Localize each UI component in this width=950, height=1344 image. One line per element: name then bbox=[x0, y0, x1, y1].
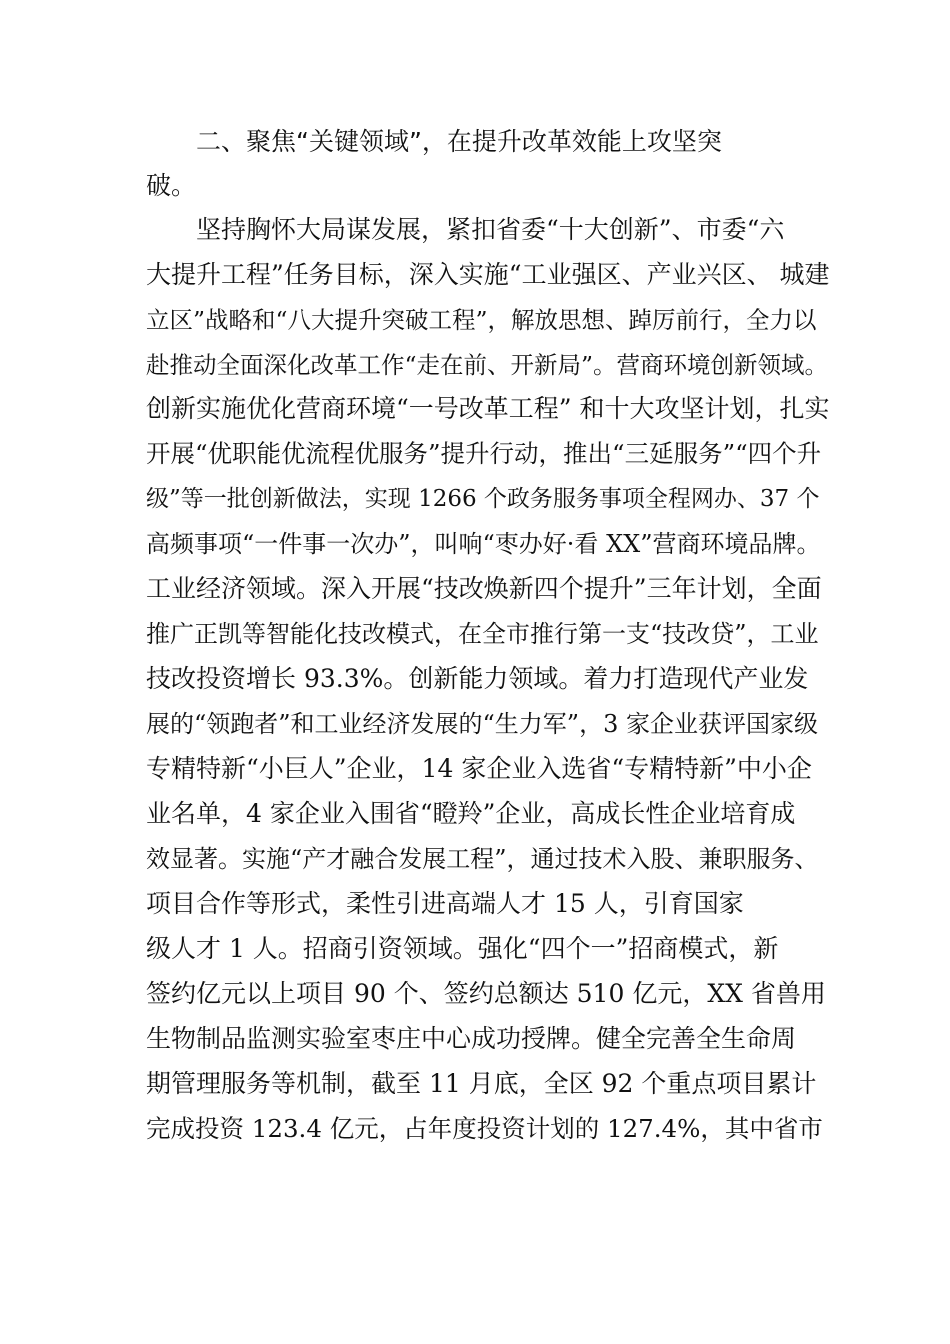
paragraph-line: 签约亿元以上项目 90 个、签约总额达 510 亿元，XX 省兽用 bbox=[146, 979, 826, 1008]
paragraph-line: 创新实施优化营商环境“一号改革工程” 和十大攻坚计划，扎实 bbox=[146, 394, 830, 423]
paragraph-line: 技改投资增长 93.3%。创新能力领域。着力打造现代产业发 bbox=[146, 664, 809, 693]
paragraph-line: 期管理服务等机制，截至 11 月底，全区 92 个重点项目累计 bbox=[146, 1069, 817, 1098]
heading-line-2: 破。 bbox=[146, 171, 197, 200]
paragraph-line: 高频事项“一件事一次办”，叫响“枣办好·看 XX”营商环境品牌。 bbox=[146, 530, 821, 558]
paragraph-line: 立区”战略和“八大提升突破工程”，解放思想、踔厉前行，全力以 bbox=[146, 306, 817, 334]
paragraph-line: 业名单，4 家企业入围省“瞪羚”企业，高成长性企业培育成 bbox=[146, 799, 796, 828]
paragraph-line: 工业经济领域。深入开展“技改焕新四个提升”三年计划，全面 bbox=[146, 574, 822, 603]
paragraph-line: 展的“领跑者”和工业经济发展的“生力军”，3 家企业获评国家级 bbox=[146, 710, 818, 738]
paragraph-line: 级”等一批创新做法，实现 1266 个政务服务事项全程网办、37 个 bbox=[146, 486, 820, 512]
paragraph-line: 开展“优职能优流程优服务”提升行动，推出“三延服务”“四个升 bbox=[146, 439, 822, 468]
paragraph-line: 推广正凯等智能化技改模式，在全市推行第一支“技改贷”，工业 bbox=[146, 620, 819, 648]
paragraph-line: 专精特新“小巨人”企业，14 家企业入选省“专精特新”中小企 bbox=[146, 754, 812, 783]
paragraph-line: 级人才 1 人。招商引资领域。强化“四个一”招商模式，新 bbox=[146, 934, 779, 963]
paragraph-line: 赴推动全面深化改革工作“走在前、开新局”。营商环境创新领域。 bbox=[146, 351, 829, 379]
paragraph-line: 项目合作等形式，柔性引进高端人才 15 人，引育国家 bbox=[146, 889, 744, 918]
paragraph-line: 坚持胸怀大局谋发展，紧扣省委“十大创新”、市委“六 bbox=[196, 215, 785, 244]
paragraph-line: 完成投资 123.4 亿元，占年度投资计划的 127.4%，其中省市 bbox=[146, 1114, 823, 1143]
paragraph-line: 大提升工程”任务目标，深入实施“工业强区、产业兴区、 城建 bbox=[146, 260, 830, 289]
heading-line-1: 二、聚焦“关键领域”，在提升改革效能上攻坚突 bbox=[196, 127, 722, 156]
paragraph-line: 生物制品监测实验室枣庄中心成功授牌。健全完善全生命周 bbox=[146, 1024, 797, 1053]
paragraph-line: 效显著。实施“产才融合发展工程”，通过技术入股、兼职服务、 bbox=[146, 845, 819, 873]
